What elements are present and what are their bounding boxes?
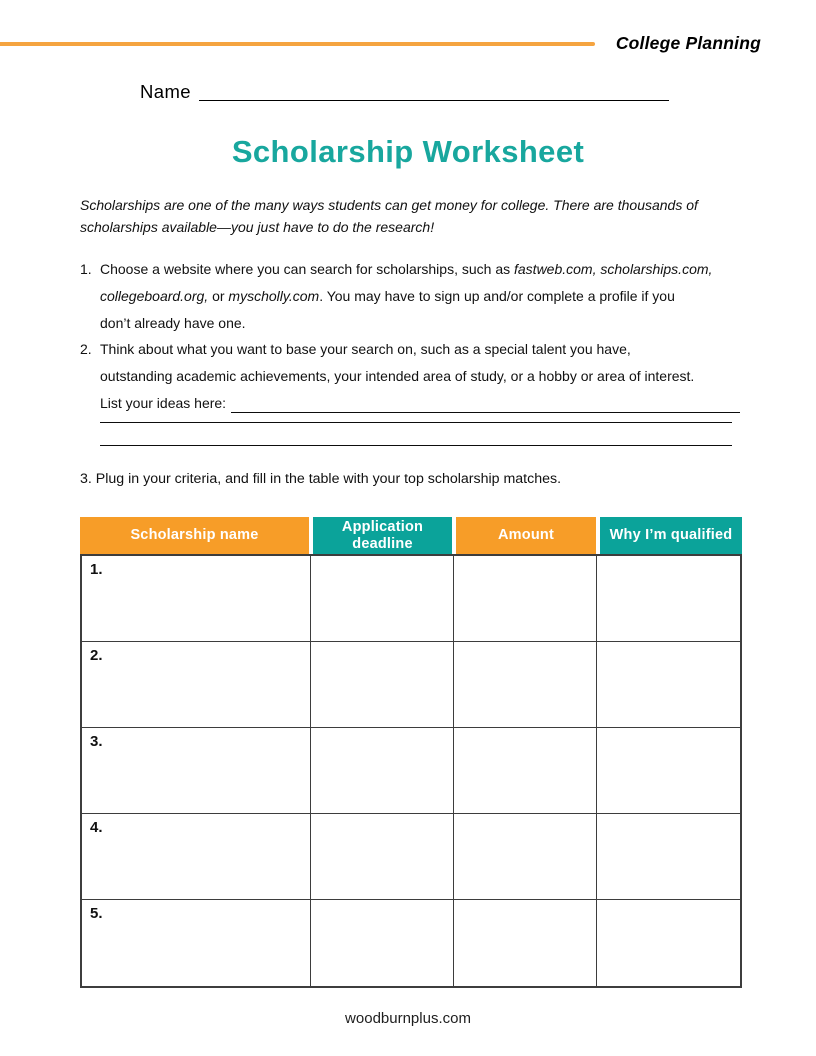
cell-row4-name[interactable]	[82, 814, 311, 900]
cell-row5-amount[interactable]	[454, 900, 597, 986]
cell-row2-name[interactable]	[82, 642, 311, 728]
item-1-text: Choose a website where you can search for scholarships, such as fastweb.com, scholarships.com, collegeboard.org, or myscholly.com. You may have to sign up and/or complete a profile if you don’t already have one.	[100, 256, 740, 337]
intro-line-2: scholarships available—you just have to do the research!	[80, 219, 435, 235]
name-label: Name	[140, 81, 191, 102]
row-number: 5.	[90, 905, 103, 922]
item-1-websites-b: collegeboard.org,	[100, 288, 209, 304]
cell-row5-name[interactable]	[82, 900, 311, 986]
col-header-application-deadline: Application deadline	[313, 517, 452, 554]
cell-row5-qualified[interactable]	[597, 900, 740, 986]
intro-line-1: Scholarships are one of the many ways students can get money for college. There are thousands of	[80, 197, 698, 213]
cell-row3-name[interactable]	[82, 728, 311, 814]
item-1-line-1: Choose a website where you can search for scholarships, such as	[100, 261, 514, 277]
item-1-websites-a: fastweb.com, scholarships.com,	[514, 261, 713, 277]
list-item-1	[80, 256, 740, 337]
cell-row2-deadline[interactable]	[311, 642, 454, 728]
table-header-row	[80, 517, 742, 554]
list-item-2	[80, 336, 740, 417]
cell-row3-amount[interactable]	[454, 728, 597, 814]
table-body	[80, 554, 742, 988]
name-fill-line[interactable]	[199, 86, 669, 101]
cell-row1-deadline[interactable]	[311, 556, 454, 642]
item-2-line-2: outstanding academic achievements, your intended area of study, or a hobby or area of interest.	[100, 368, 695, 384]
row-number: 1.	[90, 561, 103, 578]
row-number: 4.	[90, 819, 103, 836]
brand-label: College Planning	[615, 33, 761, 53]
cell-row2-amount[interactable]	[454, 642, 597, 728]
cell-row4-qualified[interactable]	[597, 814, 740, 900]
cell-row4-amount[interactable]	[454, 814, 597, 900]
header-rule	[0, 42, 595, 46]
cell-row1-name[interactable]	[82, 556, 311, 642]
ideas-write-line-1[interactable]	[100, 408, 732, 423]
item-2-number: 2.	[80, 341, 92, 357]
col-header-scholarship-name: Scholarship name	[80, 517, 309, 554]
page-title: Scholarship Worksheet	[231, 134, 585, 169]
ideas-write-line-2[interactable]	[100, 431, 732, 446]
item-2-line-1: Think about what you want to base your search on, such as a special talent you have,	[100, 341, 631, 357]
cell-row3-qualified[interactable]	[597, 728, 740, 814]
list-ideas-label: List your ideas here:	[100, 395, 227, 411]
col-header-amount: Amount	[456, 517, 596, 554]
row-number: 2.	[90, 647, 103, 664]
cell-row5-deadline[interactable]	[311, 900, 454, 986]
intro-paragraph	[80, 194, 740, 238]
col-header-why-qualified: Why I’m qualified	[600, 517, 742, 554]
item-1-number: 1.	[80, 261, 92, 277]
cell-row3-deadline[interactable]	[311, 728, 454, 814]
item-1-websites-c: myscholly.com	[228, 288, 320, 304]
cell-row2-qualified[interactable]	[597, 642, 740, 728]
cell-row1-qualified[interactable]	[597, 556, 740, 642]
cell-row4-deadline[interactable]	[311, 814, 454, 900]
row-number: 3.	[90, 733, 103, 750]
footer-url: woodburnplus.com	[345, 1010, 471, 1027]
scholarship-table	[80, 517, 742, 988]
list-item-3: 3. Plug in your criteria, and fill in the table with your top scholarship matches.	[80, 471, 562, 487]
cell-row1-amount[interactable]	[454, 556, 597, 642]
item-1-line-3: don’t already have one.	[100, 315, 246, 331]
item-2-text	[100, 336, 740, 417]
